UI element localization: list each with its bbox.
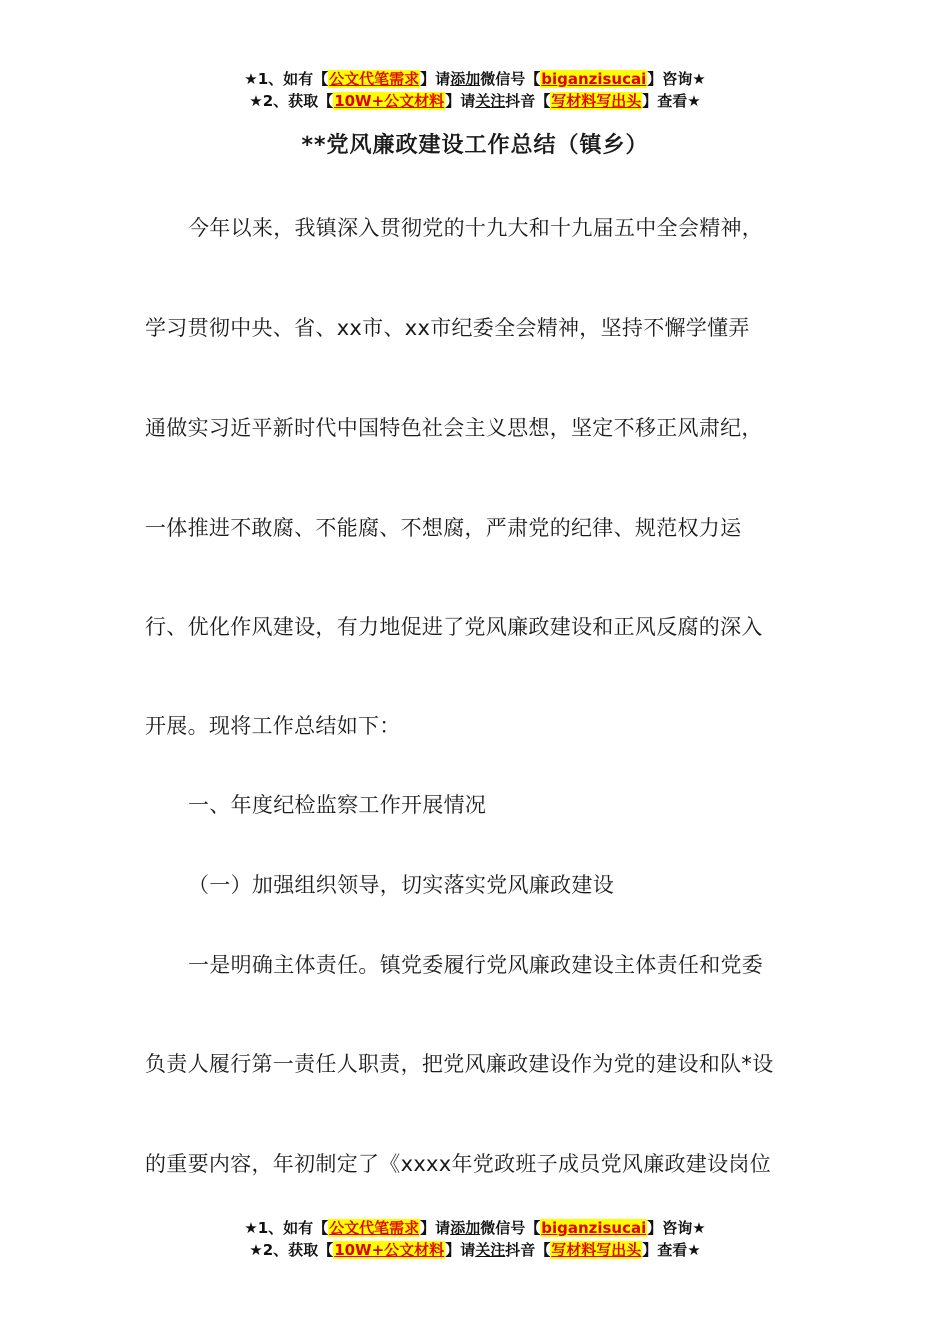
promo-text: 】咨询★ xyxy=(647,1219,706,1237)
promo-line-1 xyxy=(0,1217,950,1239)
promo-underlined-text: 添加 xyxy=(450,1219,481,1237)
promo-text: 抖音【 xyxy=(505,92,551,110)
promo-text: 】请 xyxy=(445,1241,476,1259)
promo-text: ★1、如有【 xyxy=(244,1219,329,1237)
promo-text: ★2、获取【 xyxy=(249,92,334,110)
promo-banner-bottom xyxy=(0,1217,950,1261)
body-line: 行、优化作风建设，有力地促进了党风廉政建设和正风反腐的深入 xyxy=(145,615,763,639)
body-line: 一体推进不敢腐、不能腐、不想腐，严肃党的纪律、规范权力运 xyxy=(145,516,742,540)
promo-underlined-text: 关注 xyxy=(475,1241,506,1259)
promo-text: 】请 xyxy=(420,70,451,88)
body-line: 一是明确主体责任。镇党委履行党风廉政建设主体责任和党委 xyxy=(188,953,764,977)
promo-text: 微信号【 xyxy=(480,1219,541,1237)
promo-highlight: 公文代笔需求 xyxy=(329,1219,420,1237)
promo-highlight: 写材料写出头 xyxy=(551,92,642,110)
promo-text: 】查看★ xyxy=(642,1241,701,1259)
promo-text: 抖音【 xyxy=(505,1241,551,1259)
promo-text: 】咨询★ xyxy=(647,70,706,88)
promo-text: 】查看★ xyxy=(642,92,701,110)
body-line: 开展。现将工作总结如下： xyxy=(145,714,401,738)
promo-text: 】请 xyxy=(445,92,476,110)
promo-text: ★2、获取【 xyxy=(249,1241,334,1259)
promo-text: ★1、如有【 xyxy=(244,70,329,88)
promo-banner-top xyxy=(0,68,950,112)
promo-text: 】请 xyxy=(420,1219,451,1237)
promo-line-2 xyxy=(0,1239,950,1261)
promo-highlight: 写材料写出头 xyxy=(551,1241,642,1259)
promo-highlight: 公文代笔需求 xyxy=(329,70,420,88)
body-line: 学习贯彻中央、省、xx市、xx市纪委全会精神，坚持不懈学懂弄 xyxy=(145,316,750,340)
promo-line-2 xyxy=(0,90,950,112)
subsection-heading: （一）加强组织领导，切实落实党风廉政建设 xyxy=(188,873,614,897)
body-line: 负责人履行第一责任人职责，把党风廉政建设作为党的建设和队*设 xyxy=(145,1052,774,1076)
body-line: 的重要内容，年初制定了《xxxx年党政班子成员党风廉政建设岗位 xyxy=(145,1152,772,1176)
section-heading: 一、年度纪检监察工作开展情况 xyxy=(188,793,487,817)
body-line: 今年以来，我镇深入贯彻党的十九大和十九届五中全会精神， xyxy=(188,216,764,240)
promo-underlined-text: 添加 xyxy=(450,70,481,88)
document-title: **党风廉政建设工作总结（镇乡） xyxy=(301,133,649,158)
promo-highlight: biganzisucai xyxy=(541,1219,647,1237)
promo-highlight: biganzisucai xyxy=(541,70,647,88)
promo-line-1 xyxy=(0,68,950,90)
promo-underlined-text: 关注 xyxy=(475,92,506,110)
promo-text: 微信号【 xyxy=(480,70,541,88)
promo-highlight: 10W+公文材料 xyxy=(334,92,445,110)
body-line: 通做实习近平新时代中国特色社会主义思想，坚定不移正风肃纪， xyxy=(145,416,763,440)
promo-highlight: 10W+公文材料 xyxy=(334,1241,445,1259)
